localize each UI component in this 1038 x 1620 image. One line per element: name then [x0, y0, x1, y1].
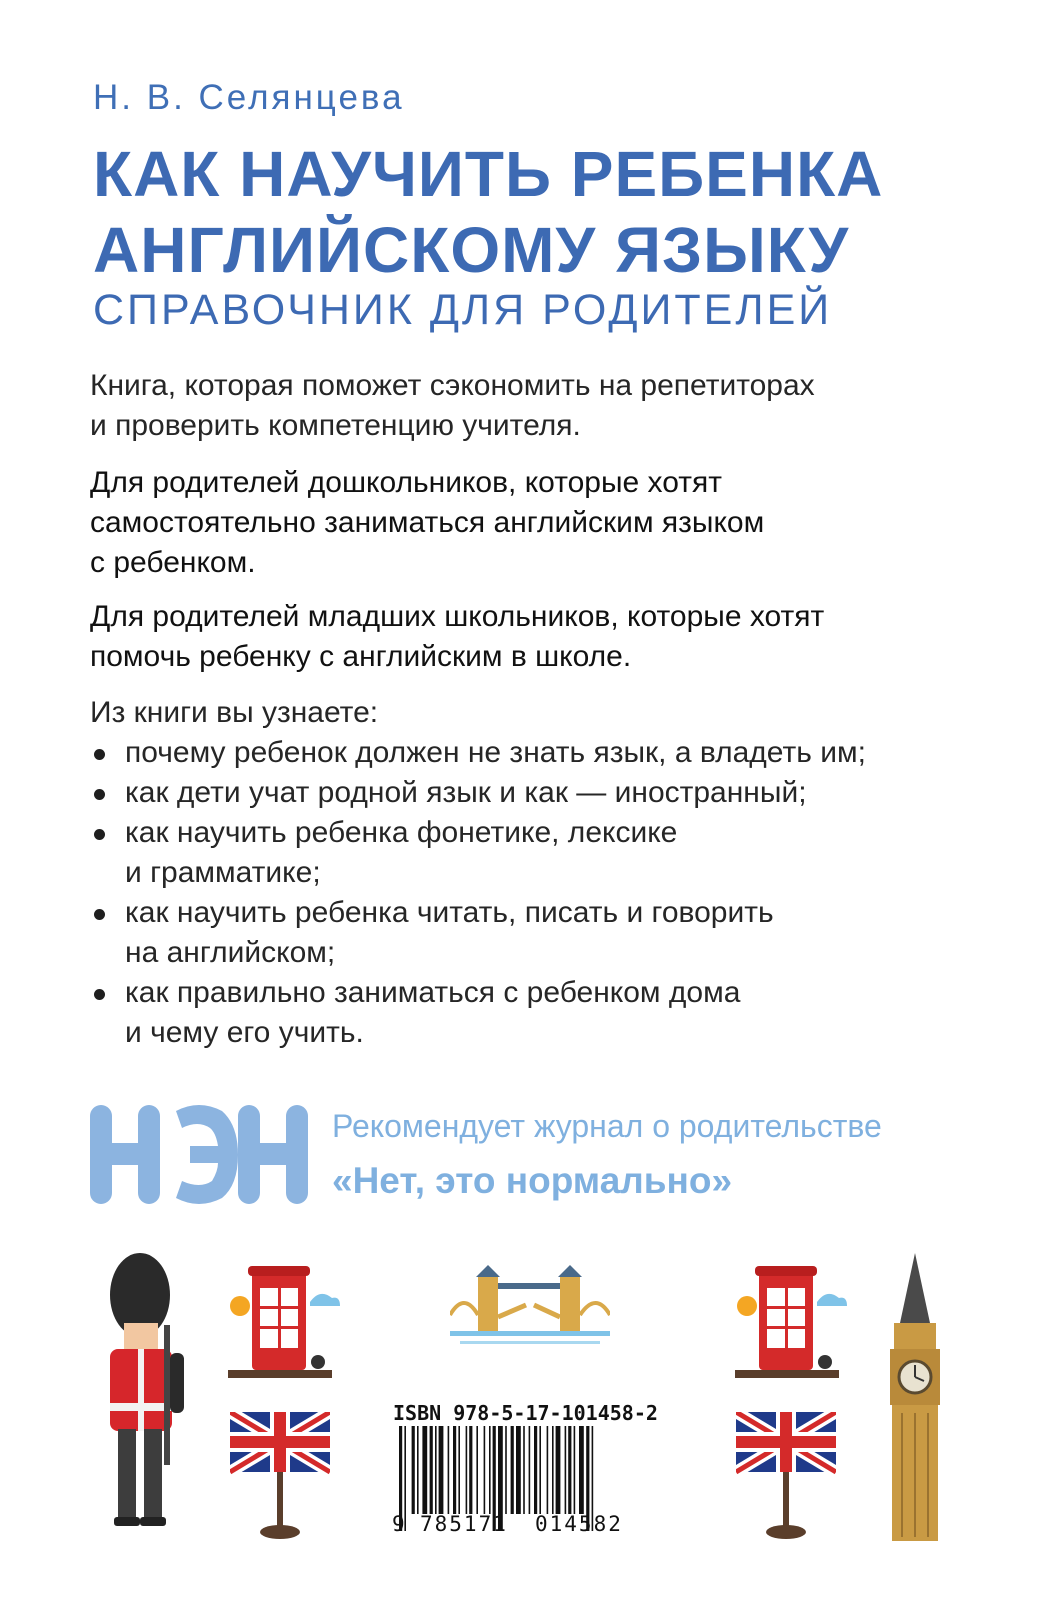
ean-digit-group: 014582 — [535, 1512, 623, 1536]
barcode-bar — [539, 1426, 541, 1514]
book-title — [93, 136, 883, 288]
barcode-bar — [565, 1426, 567, 1514]
author-name: Н. В. Селянцева — [93, 78, 405, 117]
barcode-bar — [412, 1426, 415, 1514]
uk-flag-icon — [736, 1412, 836, 1540]
barcode-bar — [484, 1426, 486, 1514]
barcode-bar — [568, 1426, 571, 1514]
school-paragraph — [90, 597, 824, 677]
text-line: как дети учат родной язык и как — иностранный; — [125, 776, 807, 809]
list-item — [90, 773, 866, 813]
barcode-bar — [435, 1426, 437, 1514]
barcode-bar — [511, 1426, 514, 1514]
text-line: с ребенком. — [90, 546, 256, 579]
text-line: помочь ребенку с английским в школе. — [90, 640, 632, 673]
phone-box-icon — [735, 1262, 847, 1380]
list-item — [90, 813, 866, 893]
list-item — [90, 973, 866, 1053]
barcode-bar — [489, 1426, 491, 1514]
barcode-bar — [574, 1426, 576, 1514]
title-line: АНГЛИЙСКОМУ ЯЗЫКУ — [93, 214, 850, 286]
text-line: на английском; — [125, 936, 336, 969]
barcode-bar — [523, 1426, 525, 1514]
text-line: Для родителей дошкольников, которые хотят — [90, 466, 722, 499]
barcode-bar — [556, 1426, 561, 1514]
preschool-paragraph — [90, 463, 764, 583]
barcode-bar — [466, 1426, 468, 1514]
text-line: Книга, которая поможет сэкономить на репетиторах — [90, 369, 815, 402]
barcode-bar — [422, 1426, 427, 1514]
barcode-bar — [469, 1426, 472, 1514]
text-line: как научить ребенка фонетике, лексике — [125, 816, 678, 849]
text-line: как правильно заниматься с ребенком дома — [125, 976, 741, 1009]
magazine-name: «Нет, это нормально» — [332, 1160, 733, 1201]
text-line: и проверить компетенцию учителя. — [90, 409, 581, 442]
barcode-bar — [552, 1426, 554, 1514]
book-subtitle: СПРАВОЧНИК ДЛЯ РОДИТЕЛЕЙ — [93, 286, 833, 334]
phone-box-icon — [228, 1262, 340, 1380]
barcode-bar — [579, 1426, 584, 1514]
barcode-bar — [430, 1426, 433, 1514]
list-item — [90, 893, 866, 973]
list-item — [90, 733, 866, 773]
learn-heading: Из книги вы узнаете: — [90, 696, 379, 729]
intro-paragraph — [90, 366, 815, 446]
text-line: почему ребенок должен не знать язык, а владеть им; — [125, 736, 866, 769]
guard-icon — [100, 1253, 190, 1528]
text-line: и чему его учить. — [125, 1016, 364, 1049]
barcode-bar — [458, 1426, 460, 1514]
uk-flag-icon — [230, 1412, 330, 1540]
isbn-label: ISBN 978-5-17-101458-2 — [393, 1401, 658, 1425]
tower-bridge-icon — [450, 1265, 610, 1353]
barcode-bar — [516, 1426, 521, 1514]
barcode-bar — [448, 1426, 450, 1514]
recommend-line: Рекомендует журнал о родительстве — [332, 1108, 882, 1144]
barcode-bar — [529, 1426, 531, 1514]
big-ben-icon — [880, 1253, 950, 1543]
ean-digit-group: 785171 — [420, 1512, 508, 1536]
barcode-bar — [534, 1426, 537, 1514]
barcode-bar — [439, 1426, 444, 1514]
text-line: Для родителей младших школьников, которые хотят — [90, 600, 825, 633]
barcode-bar — [476, 1426, 478, 1514]
barcode-bar — [547, 1426, 549, 1514]
barcode-bar — [453, 1426, 456, 1514]
ean-digit-group: 9 — [392, 1512, 405, 1536]
text-line: как научить ребенка читать, писать и говорить — [125, 896, 774, 929]
title-line: КАК НАУЧИТЬ РЕБЕНКА — [93, 138, 884, 210]
barcode-bar — [417, 1426, 419, 1514]
learn-list — [90, 733, 866, 1053]
text-line: и грамматике; — [125, 856, 321, 889]
nen-logo-icon — [90, 1105, 308, 1204]
text-line: самостоятельно заниматься английским языком — [90, 506, 765, 539]
barcode-bar — [505, 1426, 507, 1514]
